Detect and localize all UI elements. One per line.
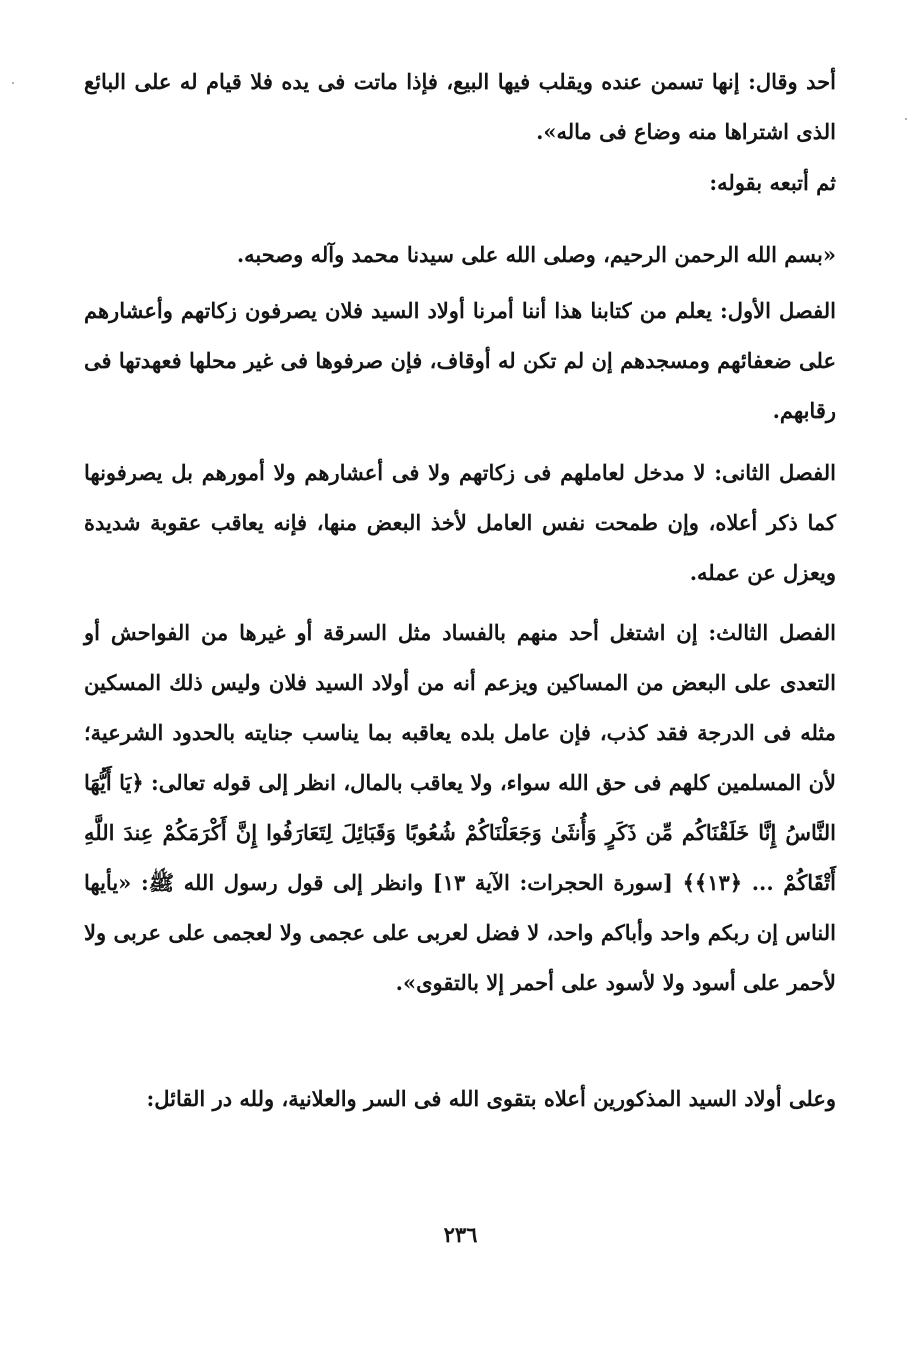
paragraph-closing: وعلى أولاد السيد المذكورين أعلاه بتقوى الله فى السر والعلانية، ولله در القائل:: [146, 1086, 836, 1111]
paragraph-continuation: أحد وقال: إنها تسمن عنده ويقلب فيها البيع، فإذا ماتت فى يده فلا قيام له على البائع الذى اشتراها منه وضاع فى ماله».: [84, 69, 836, 144]
page-number: ٢٣٦: [443, 1222, 478, 1247]
paragraph-section-three: الفصل الثالث: إن اشتغل أحد منهم بالفساد مثل السرقة أو غيرها من الفواحش أو التعدى على البعض من المساكين ويزعم أنه من أولاد السيد فلان وليس ذلك المسكين مثله فى الدرجة فقد كذب، فإن عامل بلده يعاقبه بما يناسب جنايته بالحدود الشرعية؛ لأن المسلمين كلهم فى حق الله سواء، ولا يعاقب بالمال، انظر إلى قوله تعالى: ﴿يَا أَيُّهَا النَّاسُ إِنَّا خَلَقْنَاكُم مِّن ذَكَرٍ وَأُنثَىٰ وَجَعَلْنَاكُمْ شُعُوبًا وَقَبَائِلَ لِتَعَارَفُوا إِنَّ أَكْرَمَكُمْ عِندَ اللَّهِ أَتْقَاكُمْ ... ﴿١٣﴾﴾ [سورة الحجرات: الآية ١٣] وانظر إلى قول رسول الله ﷺ: «يأيها الناس إن ربكم واحد وأباكم واحد، لا فضل لعربى على عجمى ولا لعجمى على عربى ولا لأحمر على أسود ولا لأسود على أحمر إلا بالتقوى».: [84, 620, 837, 995]
scan-speck: [12, 82, 14, 84]
paragraph-section-two: الفصل الثانى: لا مدخل لعاملهم فى زكاتهم ولا فى أعشارهم ولا أمورهم بل يصرفونها كما ذكر أعلاه، وإن طمحت نفس العامل لأخذ البعض منها، فإنه يعاقب عقوبة شديدة ويعزل عن عمله.: [84, 460, 836, 585]
scan-speck: [905, 118, 907, 120]
paragraph-section-one: الفصل الأول: يعلم من كتابنا هذا أننا أمرنا أولاد السيد فلان يصرفون زكاتهم وأعشارهم على ضعفائهم ومسجدهم إن لم تكن له أوقاف، فإن صرفوها فى غير محلها فعهدتها فى رقابهم.: [84, 298, 836, 423]
paragraph-intro-line: ثم أتبعه بقوله:: [709, 170, 836, 195]
paragraph-basmala: «بسم الله الرحمن الرحيم، وصلى الله على سيدنا محمد وآله وصحبه.: [236, 242, 836, 267]
